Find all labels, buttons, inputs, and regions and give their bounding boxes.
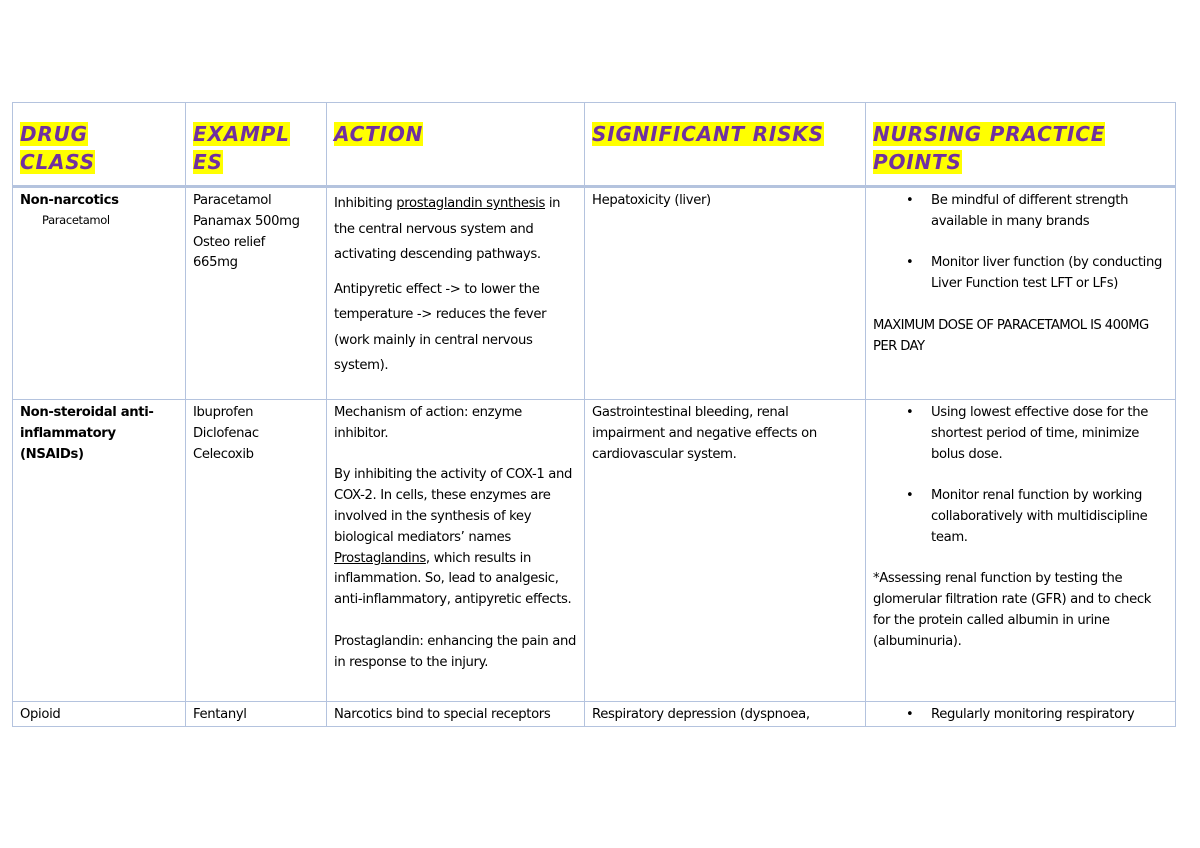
bullet-icon: • [906, 405, 914, 420]
drug-class-sub: Paracetamol [42, 212, 110, 227]
example-item: Panamax 500mg [193, 213, 300, 229]
action-text: , which results in inflammation. So, lead to analgesic, anti-inflammatory, antipyretic effects. [334, 550, 572, 608]
action-paragraph [334, 191, 577, 268]
point-text: Monitor liver function (by conducting Liver Function test LFT or LFs) [931, 255, 1163, 292]
action-cell [327, 400, 585, 702]
drug-class-name: Non-steroidal anti-inflammatory (NSAIDs) [20, 405, 154, 462]
point-text: Monitor renal function by working collaboratively with multidiscipline team. [931, 488, 1148, 545]
nursing-point [873, 253, 1168, 295]
header-examples-line1: EXAMPL [193, 122, 290, 146]
nursing-point [873, 191, 1168, 233]
action-cell [327, 702, 585, 727]
header-points-line1: NURSING PRACTICE [873, 122, 1106, 146]
dose-warning: MAXIMUM DOSE OF PARACETAMOL IS 400MG PER DAY [873, 317, 1149, 354]
nursing-point [873, 403, 1168, 465]
table-row [13, 187, 1176, 400]
example-item: 665mg [193, 255, 238, 271]
header-drug-class-line2: CLASS [20, 149, 95, 174]
header-risks [585, 103, 866, 187]
renal-note: *Assessing renal function by testing the glomerular filtration rate (GFR) and to check for the protein called albumin in urine (albuminuria). [873, 571, 1152, 649]
example-item: Celecoxib [193, 446, 254, 462]
table-row [13, 400, 1176, 702]
action-cell [327, 187, 585, 400]
header-action-text: ACTION [334, 122, 424, 146]
action-text: By inhibiting the activity of COX-1 and COX-2. In cells, these enzymes are involved in the synthesis of key biological mediators’ names [334, 467, 573, 545]
header-risks-text: SIGNIFICANT RISKS [592, 122, 824, 146]
risk-text: Hepatoxicity (liver) [592, 193, 711, 208]
header-nursing-points [866, 103, 1176, 187]
bullet-icon: • [906, 488, 914, 504]
action-text: Inhibiting [334, 196, 397, 211]
header-examples [186, 103, 327, 187]
header-action [327, 103, 585, 187]
action-underlined-term: Prostaglandins [334, 550, 426, 566]
action-paragraph: Mechanism of action: enzyme inhibitor. [334, 405, 522, 441]
action-paragraph [334, 465, 577, 611]
nursing-points-cell [866, 400, 1176, 702]
action-paragraph: Prostaglandin: enhancing the pain and in response to the injury. [334, 633, 577, 670]
header-examples-line2: ES [193, 149, 223, 174]
nursing-points-list [873, 191, 1168, 295]
drug-table [12, 102, 1176, 727]
nursing-point [873, 486, 1168, 548]
bullet-icon: • [906, 707, 914, 722]
example-item: Ibuprofen [193, 405, 254, 420]
example-item: Paracetamol [193, 193, 272, 208]
examples-cell [186, 400, 327, 702]
nursing-points-cell [866, 187, 1176, 400]
header-drug-class [13, 103, 186, 187]
nursing-points-list [873, 403, 1168, 549]
action-paragraph: Antipyretic effect -> to lower the temperature -> reduces the fever (work mainly in central nervous system). [334, 281, 547, 373]
risks-cell [585, 702, 866, 727]
risks-cell [585, 400, 866, 702]
point-text: Using lowest effective dose for the shortest period of time, minimize bolus dose. [931, 405, 1149, 462]
action-text: Narcotics bind to special receptors [334, 707, 551, 722]
nursing-points-cell [866, 702, 1176, 727]
examples-cell [186, 702, 327, 727]
risk-text: Respiratory depression (dyspnoea, [592, 707, 810, 722]
drug-class-cell [13, 702, 186, 727]
action-underlined-term: prostaglandin synthesis [396, 196, 546, 211]
example-item: Diclofenac [193, 425, 259, 441]
table-row [13, 702, 1176, 727]
nursing-point [873, 705, 1168, 726]
drug-class-cell [13, 187, 186, 400]
example-item: Osteo relief [193, 234, 265, 250]
drug-class-name: Opioid [20, 707, 61, 722]
point-text: Regularly monitoring respiratory [931, 707, 1135, 722]
drug-class-cell [13, 400, 186, 702]
example-item: Fentanyl [193, 707, 247, 722]
drug-class-name: Non-narcotics [20, 193, 119, 208]
header-row [13, 103, 1176, 187]
examples-cell [186, 187, 327, 400]
action-text: in the central nervous system and activating descending pathways. [334, 196, 561, 262]
bullet-icon: • [906, 193, 914, 208]
risk-text: Gastrointestinal bleeding, renal impairment and negative effects on cardiovascular system. [592, 405, 817, 462]
header-drug-class-line1: DRUG [20, 122, 88, 146]
bullet-icon: • [906, 255, 914, 271]
point-text: Be mindful of different strength available in many brands [931, 193, 1129, 229]
header-points-line2: POINTS [873, 149, 962, 174]
risks-cell [585, 187, 866, 400]
nursing-points-list [873, 705, 1168, 726]
